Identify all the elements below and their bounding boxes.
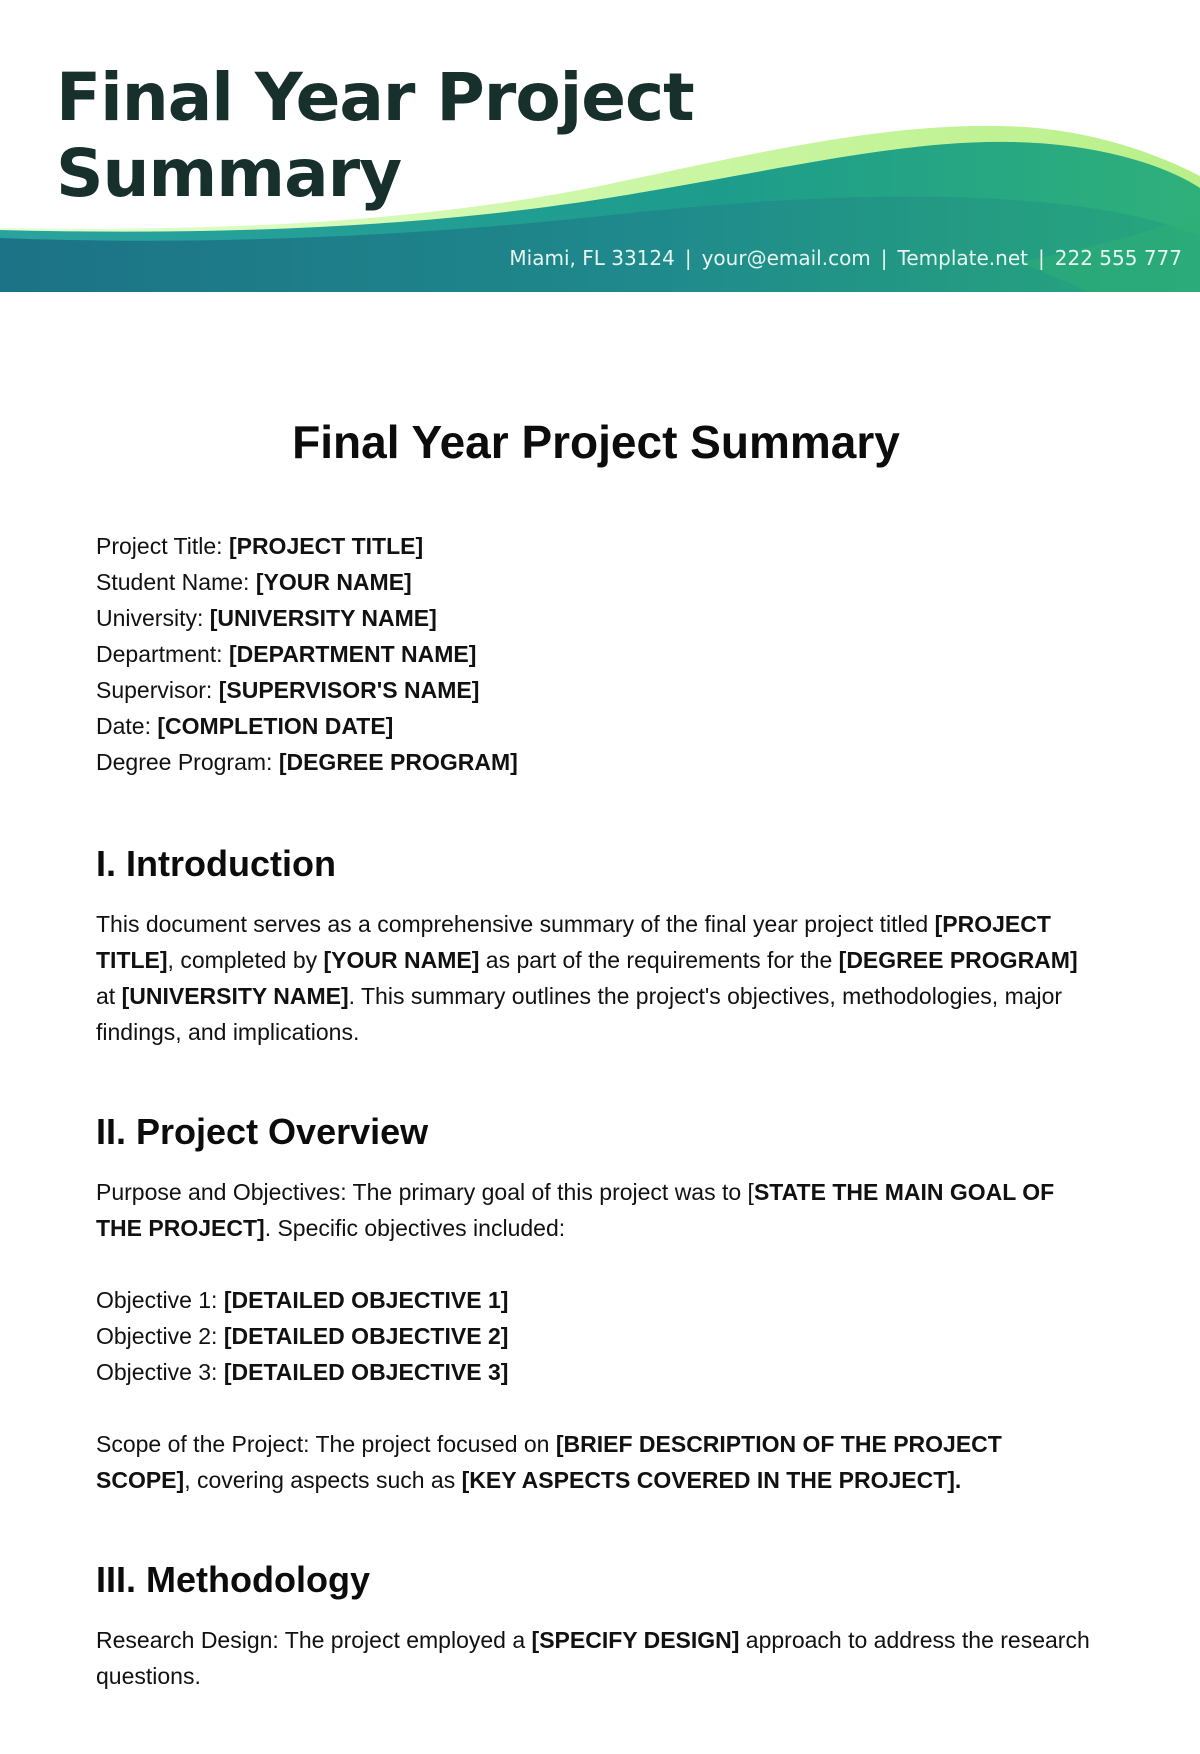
info-degree-program xyxy=(96,744,1096,780)
section-introduction xyxy=(96,842,1096,1050)
section-methodology xyxy=(96,1558,1096,1694)
info-department xyxy=(96,636,1096,672)
research-design-paragraph: Research Design: The project employed a [SPECIFY DESIGN] approach to address the research questions. xyxy=(96,1627,1090,1689)
section-heading-project-overview: II. Project Overview xyxy=(96,1111,429,1152)
info-value: [PROJECT TITLE] xyxy=(228,533,424,559)
contact-separator: | xyxy=(1038,246,1045,270)
info-label: Supervisor: xyxy=(96,677,213,703)
contact-email: your@email.com xyxy=(701,246,871,270)
section-heading-introduction: I. Introduction xyxy=(96,843,336,884)
objective-item: Objective 2: [DETAILED OBJECTIVE 2] xyxy=(96,1323,509,1349)
info-label: Date: xyxy=(96,713,151,739)
info-label: University: xyxy=(96,605,204,631)
info-label: Degree Program: xyxy=(96,749,273,775)
info-value: [SUPERVISOR'S NAME] xyxy=(218,677,480,703)
info-label: Department: xyxy=(96,641,223,667)
header-title-line2: Summary xyxy=(56,135,402,212)
info-supervisor xyxy=(96,672,1096,708)
objective-item: Objective 1: [DETAILED OBJECTIVE 1] xyxy=(96,1287,509,1313)
info-value: [YOUR NAME] xyxy=(255,569,412,595)
purpose-paragraph: Purpose and Objectives: The primary goal of this project was to [STATE THE MAIN GOAL OF THE PROJECT]. Specific objectives included: xyxy=(96,1179,1055,1241)
contact-separator: | xyxy=(880,246,888,270)
info-value: [UNIVERSITY NAME] xyxy=(209,605,437,631)
info-value: [DEGREE PROGRAM] xyxy=(278,749,518,775)
header-banner xyxy=(0,0,1200,292)
info-project-title xyxy=(96,528,1096,564)
info-value: [DEPARTMENT NAME] xyxy=(228,641,477,667)
contact-separator: | xyxy=(684,246,692,270)
contact-address: Miami, FL 33124 xyxy=(509,246,675,270)
section-project-overview xyxy=(96,1110,1096,1498)
info-university xyxy=(96,600,1096,636)
info-label: Student Name: xyxy=(96,569,250,595)
info-value: [COMPLETION DATE] xyxy=(157,713,394,739)
contact-phone: 222 555 777 xyxy=(1054,246,1182,270)
section-heading-methodology: III. Methodology xyxy=(96,1559,370,1600)
info-label: Project Title: xyxy=(96,533,223,559)
scope-paragraph: Scope of the Project: The project focused on [BRIEF DESCRIPTION OF THE PROJECT SCOPE], covering aspects such as [KEY ASPECTS COVERED IN THE PROJECT]. xyxy=(96,1431,1002,1493)
header-title xyxy=(56,60,694,212)
info-date xyxy=(96,708,1096,744)
contact-website: Template.net xyxy=(897,246,1028,270)
header-title-line1: Final Year Project xyxy=(56,59,694,136)
introduction-paragraph: This document serves as a comprehensive summary of the final year project titled [PROJECT TITLE], completed by [YOUR NAME] as part of the requirements for the [DEGREE PROGRAM] at [UNIVERSITY NAME]. This summary outlines the project's objectives, methodologies, major findings, and implications. xyxy=(96,911,1078,1045)
contact-info xyxy=(509,246,1182,270)
document-body xyxy=(96,410,1096,1754)
project-info-list xyxy=(96,528,1096,780)
info-student-name xyxy=(96,564,1096,600)
document-title: Final Year Project Summary xyxy=(292,416,900,468)
objective-item: Objective 3: [DETAILED OBJECTIVE 3] xyxy=(96,1359,509,1385)
